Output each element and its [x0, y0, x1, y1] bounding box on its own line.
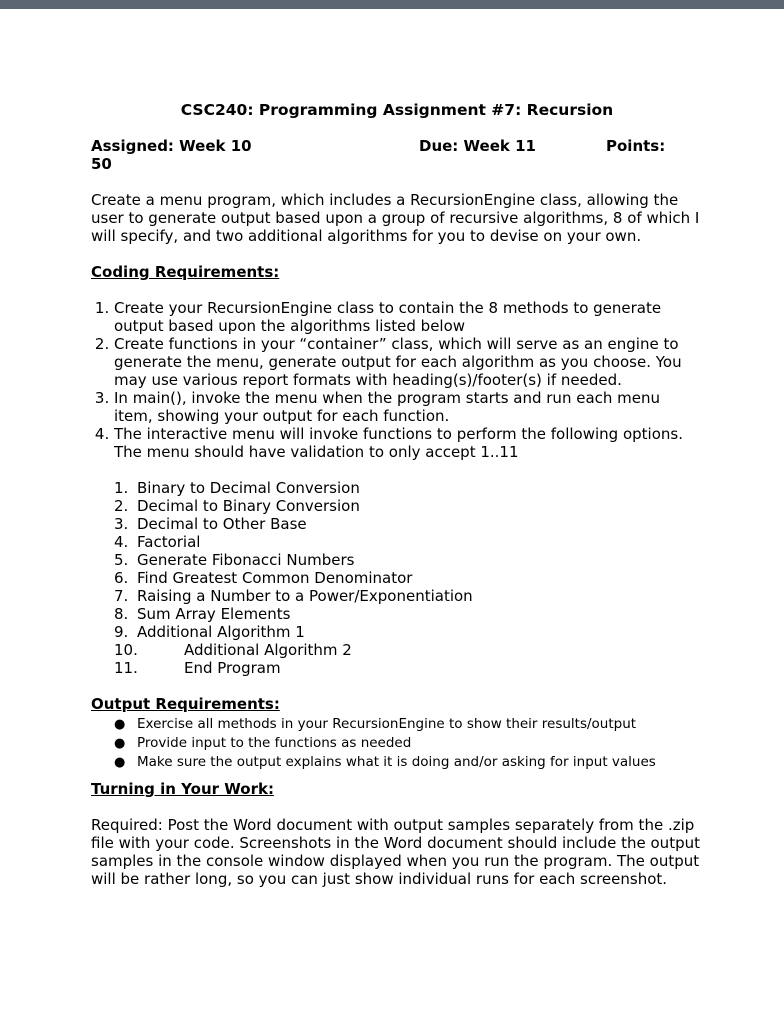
menu-option-label: Factorial	[137, 533, 201, 551]
list-item-text: Provide input to the functions as needed	[137, 735, 412, 751]
top-bar	[0, 0, 784, 9]
menu-option-number: 5.	[114, 551, 129, 569]
list-item	[114, 715, 701, 734]
coding-requirements-list	[91, 299, 701, 461]
menu-option-label: Find Greatest Common Denominator	[137, 569, 413, 587]
list-item	[114, 753, 701, 772]
menu-option-number: 8.	[114, 605, 129, 623]
menu-option	[114, 623, 701, 641]
list-item: 2. Create functions in your “container” class, which will serve as an engine to generate the menu, generate output for each algorithm as you choose. You may use various report formats with heading(s)/footer(s) if needed.	[114, 335, 701, 389]
menu-option-label: Additional Algorithm 2	[184, 641, 352, 659]
menu-option-number: 1.	[114, 479, 129, 497]
menu-option-number: 6.	[114, 569, 129, 587]
menu-option-number: 10.	[114, 641, 138, 659]
menu-option	[114, 569, 701, 587]
intro-paragraph: Create a menu program, which includes a RecursionEngine class, allowing the user to generate output based upon a group of recursive algorithms, 8 of which I will specify, and two additional algorithms for you to devise on your own.	[91, 191, 700, 245]
menu-option-label: Sum Array Elements	[137, 605, 291, 623]
output-requirements-list	[91, 715, 701, 772]
due-date: Due: Week 11	[419, 137, 536, 155]
output-requirements-heading: Output Requirements:	[91, 695, 280, 713]
menu-option-label: End Program	[184, 659, 281, 677]
list-item-text: Exercise all methods in your RecursionEngine to show their results/output	[137, 716, 637, 732]
menu-option	[114, 515, 701, 533]
menu-option	[114, 497, 701, 515]
menu-option	[114, 533, 701, 551]
menu-option-number: 3.	[114, 515, 129, 533]
bullet-icon: ●	[114, 736, 126, 751]
menu-option	[114, 659, 701, 677]
list-item	[114, 734, 701, 753]
menu-option	[114, 605, 701, 623]
assignment-meta	[91, 137, 701, 173]
points-value: 50	[91, 155, 112, 173]
menu-option-label: Raising a Number to a Power/Exponentiation	[137, 587, 473, 605]
assigned-date: Assigned: Week 10	[91, 137, 252, 155]
menu-option-number: 4.	[114, 533, 129, 551]
bullet-icon: ●	[114, 755, 126, 770]
menu-option-number: 9.	[114, 623, 129, 641]
document-page	[91, 101, 701, 906]
menu-option-label: Decimal to Binary Conversion	[137, 497, 360, 515]
menu-option-number: 2.	[114, 497, 129, 515]
document-title: CSC240: Programming Assignment #7: Recursion	[180, 101, 614, 119]
menu-option-label: Decimal to Other Base	[137, 515, 307, 533]
menu-option	[114, 641, 701, 659]
menu-option-number: 7.	[114, 587, 129, 605]
list-item-text: Make sure the output explains what it is doing and/or asking for input values	[137, 754, 656, 770]
menu-options-list	[91, 479, 701, 677]
coding-requirements-heading: Coding Requirements:	[91, 263, 280, 281]
menu-option-label: Binary to Decimal Conversion	[137, 479, 360, 497]
menu-option-number: 11.	[114, 659, 138, 677]
points-label: Points:	[606, 137, 666, 155]
list-item: 3. In main(), invoke the menu when the program starts and run each menu item, showing your output for each function.	[114, 389, 701, 425]
turning-in-heading: Turning in Your Work:	[91, 780, 274, 798]
menu-option-label: Additional Algorithm 1	[137, 623, 305, 641]
list-item: 1. Create your RecursionEngine class to contain the 8 methods to generate output based upon the algorithms listed below	[114, 299, 701, 335]
menu-option	[114, 551, 701, 569]
list-item: 4. The interactive menu will invoke functions to perform the following options. The menu should have validation to only accept 1..11	[114, 425, 701, 461]
bullet-icon: ●	[114, 717, 126, 732]
menu-option	[114, 479, 701, 497]
turning-in-paragraph: Required: Post the Word document with output samples separately from the .zip file with your code. Screenshots in the Word document should include the output samples in the console window displayed when you run the program. The output will be rather long, so you can just show individual runs for each screenshot.	[91, 816, 700, 888]
menu-option	[114, 587, 701, 605]
menu-option-label: Generate Fibonacci Numbers	[137, 551, 355, 569]
